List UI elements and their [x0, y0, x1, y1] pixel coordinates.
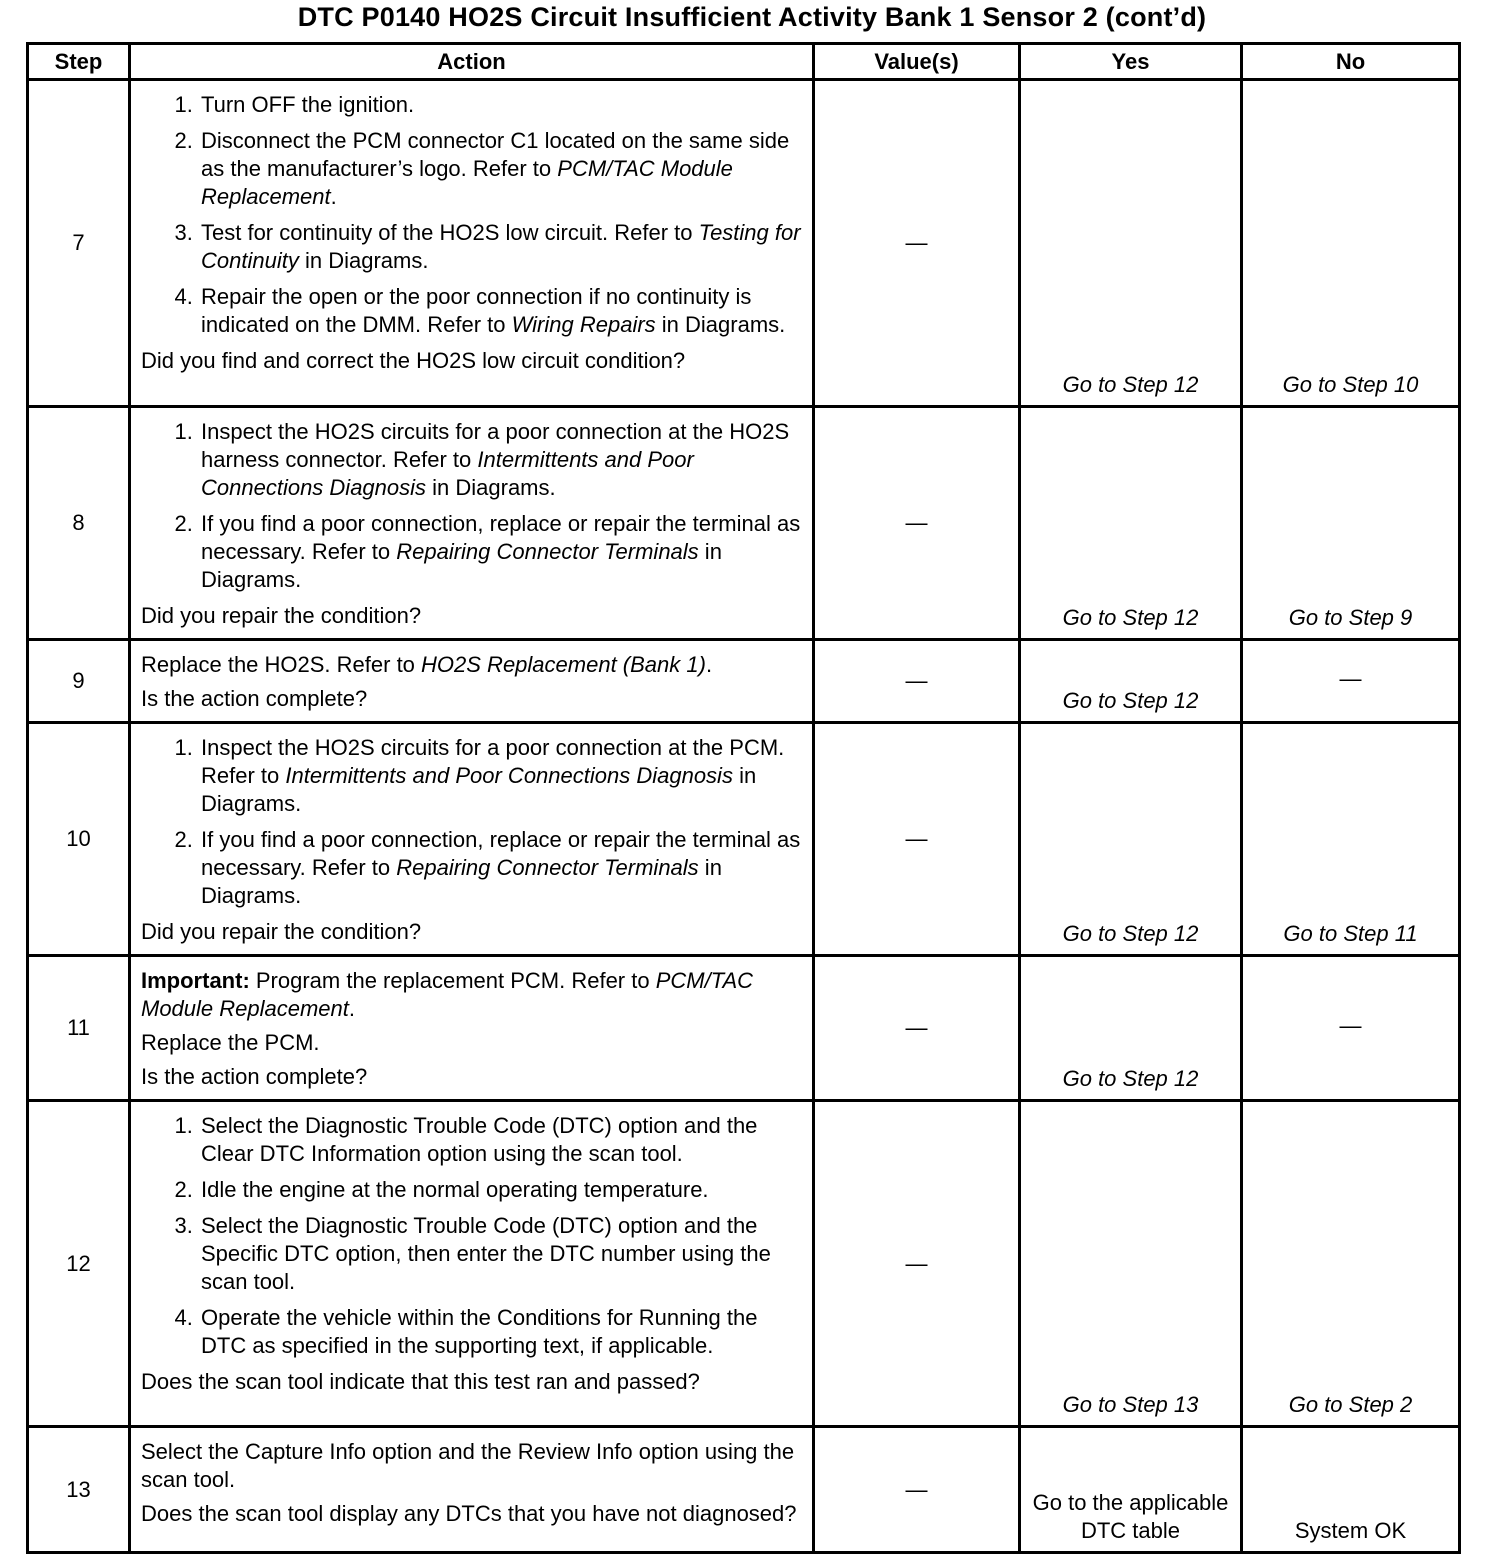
- yes-cell: Go to Step 12: [1020, 407, 1242, 640]
- action-paragraph: [141, 1029, 804, 1057]
- no-cell: System OK: [1242, 1427, 1460, 1553]
- text-run: in Diagrams.: [201, 539, 722, 592]
- text-run: Select the Diagnostic Trouble Code (DTC) option and the Specific DTC option, then enter the DTC number using the scan tool.: [201, 1213, 771, 1294]
- no-cell: —: [1242, 640, 1460, 723]
- text-run: Intermittents and Poor Connections Diagnosis: [201, 447, 694, 500]
- text-run: in Diagrams.: [298, 248, 429, 273]
- no-cell: Go to Step 11: [1242, 723, 1460, 956]
- dtc-table: [26, 42, 1461, 1554]
- header-no: No: [1242, 44, 1460, 80]
- action-question: Did you repair the condition?: [141, 603, 422, 628]
- no-cell: Go to Step 10: [1242, 80, 1460, 407]
- step-number: 9: [28, 640, 130, 723]
- step-number: 7: [28, 80, 130, 407]
- text-run: If you find a poor connection, replace or repair the terminal as necessary. Refer to: [201, 827, 801, 880]
- action-step: [199, 826, 804, 910]
- page-title: DTC P0140 HO2S Circuit Insufficient Activity Bank 1 Sensor 2 (cont’d): [297, 2, 1207, 32]
- value-cell: —: [814, 640, 1020, 723]
- header-row: [28, 44, 1460, 80]
- text-run: Program the replacement PCM. Refer to: [249, 968, 656, 993]
- step-number: 11: [28, 956, 130, 1101]
- yes-cell: Go to Step 13: [1020, 1101, 1242, 1427]
- text-run: Inspect the HO2S circuits for a poor connection at the PCM. Refer to: [201, 735, 785, 788]
- action-cell: [130, 407, 814, 640]
- action-steps-list: [141, 734, 804, 910]
- text-run: Inspect the HO2S circuits for a poor connection at the HO2S harness connector. Refer to: [201, 419, 790, 472]
- value-cell: —: [814, 80, 1020, 407]
- header-action: Action: [130, 44, 814, 80]
- text-run: in Diagrams.: [426, 475, 556, 500]
- action-paragraph: [141, 1438, 804, 1494]
- text-run: Replace the PCM.: [141, 1030, 320, 1055]
- header-step: Step: [28, 44, 130, 80]
- table-row: [28, 640, 1460, 723]
- action-step: [199, 1212, 804, 1296]
- action-question: Does the scan tool display any DTCs that you have not diagnosed?: [141, 1501, 797, 1526]
- header-values: Value(s): [814, 44, 1020, 80]
- step-number: 8: [28, 407, 130, 640]
- step-number: 10: [28, 723, 130, 956]
- text-run: .: [330, 184, 337, 209]
- yes-cell: Go to Step 12: [1020, 956, 1242, 1101]
- value-cell: —: [814, 407, 1020, 640]
- text-run: Turn OFF the ignition.: [201, 92, 415, 117]
- action-cell: [130, 723, 814, 956]
- action-step: [199, 1112, 804, 1168]
- action-step: [199, 219, 804, 275]
- text-run: PCM/TAC Module Replacement: [201, 156, 733, 209]
- table-row: [28, 80, 1460, 407]
- text-run: Intermittents and Poor Connections Diagnosis: [285, 763, 733, 788]
- text-run: Operate the vehicle within the Conditions for Running the DTC as specified in the supporting text, if applicable.: [201, 1305, 758, 1358]
- text-run: Repair the open or the poor connection if no continuity is indicated on the DMM. Refer to: [201, 284, 752, 337]
- value-cell: —: [814, 956, 1020, 1101]
- text-run: Important:: [141, 968, 250, 993]
- action-cell: [130, 1101, 814, 1427]
- action-cell: [130, 640, 814, 723]
- text-run: PCM/TAC Module Replacement: [141, 968, 754, 1021]
- text-run: HO2S Replacement (Bank 1): [421, 652, 706, 677]
- text-run: Select the Capture Info option and the Review Info option using the scan tool.: [141, 1439, 795, 1492]
- value-cell: —: [814, 1427, 1020, 1553]
- text-run: Disconnect the PCM connector C1 located on the same side as the manufacturer’s logo. Refer to: [201, 128, 790, 181]
- action-question: Is the action complete?: [141, 686, 368, 711]
- text-run: in Diagrams.: [201, 763, 757, 816]
- action-question: Did you repair the condition?: [141, 919, 422, 944]
- no-cell: Go to Step 9: [1242, 407, 1460, 640]
- table-row: [28, 1427, 1460, 1553]
- action-cell: [130, 956, 814, 1101]
- action-step: [199, 1176, 804, 1204]
- step-number: 12: [28, 1101, 130, 1427]
- action-step: [199, 510, 804, 594]
- action-steps-list: [141, 1112, 804, 1360]
- action-steps-list: [141, 91, 804, 339]
- text-run: Select the Diagnostic Trouble Code (DTC) option and the Clear DTC Information option using the scan tool.: [201, 1113, 758, 1166]
- yes-cell: Go to Step 12: [1020, 723, 1242, 956]
- action-step: [199, 734, 804, 818]
- text-run: Repairing Connector Terminals: [396, 539, 699, 564]
- text-run: Test for continuity of the HO2S low circuit. Refer to: [201, 220, 699, 245]
- action-cell: [130, 1427, 814, 1553]
- text-run: Testing for Continuity: [201, 220, 801, 273]
- step-number: 13: [28, 1427, 130, 1553]
- value-cell: —: [814, 723, 1020, 956]
- header-yes: Yes: [1020, 44, 1242, 80]
- yes-cell: Go to the applicable DTC table: [1020, 1427, 1242, 1553]
- text-run: Replace the HO2S. Refer to: [141, 652, 422, 677]
- text-run: If you find a poor connection, replace or repair the terminal as necessary. Refer to: [201, 511, 801, 564]
- text-run: in Diagrams.: [655, 312, 786, 337]
- yes-cell: Go to Step 12: [1020, 80, 1242, 407]
- text-run: .: [348, 996, 356, 1021]
- action-step: [199, 418, 804, 502]
- text-run: Idle the engine at the normal operating temperature.: [201, 1177, 709, 1202]
- text-run: Wiring Repairs: [511, 312, 656, 337]
- action-step: [199, 1304, 804, 1360]
- action-step: [199, 283, 804, 339]
- action-step: [199, 91, 804, 119]
- table-row: [28, 723, 1460, 956]
- action-cell: [130, 80, 814, 407]
- table-row: [28, 1101, 1460, 1427]
- no-cell: Go to Step 2: [1242, 1101, 1460, 1427]
- action-step: [199, 127, 804, 211]
- value-cell: —: [814, 1101, 1020, 1427]
- table-row: [28, 407, 1460, 640]
- action-question: Is the action complete?: [141, 1064, 368, 1089]
- action-paragraph: [141, 967, 804, 1023]
- text-run: Repairing Connector Terminals: [396, 855, 699, 880]
- no-cell: —: [1242, 956, 1460, 1101]
- action-paragraph: [141, 651, 804, 679]
- action-question: Did you find and correct the HO2S low circuit condition?: [141, 348, 686, 373]
- text-run: .: [705, 652, 713, 677]
- action-question: Does the scan tool indicate that this test ran and passed?: [141, 1369, 700, 1394]
- yes-cell: Go to Step 12: [1020, 640, 1242, 723]
- table-body: [28, 80, 1460, 1553]
- action-steps-list: [141, 418, 804, 594]
- table-row: [28, 956, 1460, 1101]
- text-run: in Diagrams.: [201, 855, 722, 908]
